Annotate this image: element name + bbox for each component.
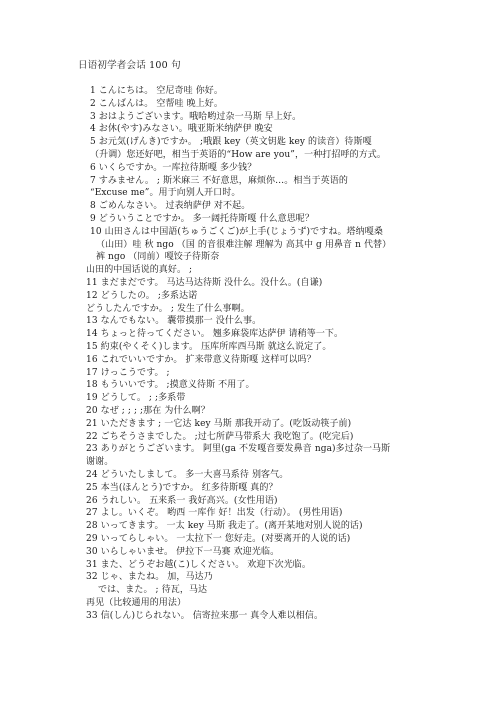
text-line: 3 おはようございます。哦哈哟过杂一马斯 早上好。: [90, 111, 302, 122]
text-line: 18 もういいです。 ;摸意义待斯 不用了。: [86, 380, 255, 391]
text-line: 13 なんでもない。 囊带摸那一 没什么事。: [86, 316, 262, 327]
text-line: 16 これでいいですか。 扩来带意义待斯嘎 这样可以吗？: [86, 354, 316, 365]
text-line: 谢谢。: [86, 457, 114, 468]
text-line: “Excuse me”。用于向别人开口时。: [90, 188, 241, 199]
text-line: 25 本当(ほんとう)ですか。 红多待斯嘎 真的？: [86, 482, 278, 493]
text-line: 11 まだまだです。 马达马达待斯 没什么。没什么。(自谦): [86, 278, 323, 288]
text-line: 26 うれしい。 五来系一 我好高兴。(女性用语): [86, 495, 278, 506]
text-line: 2 こんばんは。 空帮哇 晚上好。: [90, 98, 224, 109]
text-line: 23 ありがとうございます。 阿里(ga 不发嘎音要发鼻音 nga)多过杂一马斯: [86, 444, 391, 455]
text-line: 32 じゃ、またね。 加，马达乃: [86, 572, 213, 583]
text-line: では、また。 ; 待瓦，马达: [98, 585, 208, 596]
text-line: 22 ごちそうさまでした。 ;过七所萨马带系大 我吃饱了。(吃完后): [86, 431, 354, 442]
text-line: 29 いってらしゃい。 一太拉下一 您好走。(对要离开的人说的话): [86, 534, 351, 544]
text-line: 30 いらしゃいませ。 伊拉下一马赛 欢迎光临。: [86, 546, 280, 557]
text-line: 19 どうして。 ; ;多系带: [86, 393, 186, 404]
text-line: 7 すみません。 ; 斯米麻三 不好意思，麻烦你…。相当于英语的: [90, 175, 348, 186]
text-line: 20 なぜ ; ; ; ;那在 为什么啊？: [86, 406, 210, 416]
document-title: 日语初学者会话 100 句: [78, 60, 181, 71]
text-line: 裤 ngo （同前）嘎饺子待斯奈: [96, 252, 220, 263]
text-line: 6 いくらですか。一库拉待斯嘎 多少钱？: [90, 162, 257, 173]
text-line: 山田的中国话说的真好。 ;: [86, 265, 193, 276]
text-line: 17 けっこうです。 ;: [86, 367, 170, 378]
text-line: 31 また、どうぞお越(こ)しください。 欢迎下次光临。: [86, 559, 311, 570]
text-line: 8 ごめんなさい。 过表纳萨伊 对不起。: [90, 201, 251, 212]
text-line: 21 いただきます ; 一它达 key 马斯 那我开动了。(吃饭动筷子前): [86, 418, 352, 429]
text-line: 28 いってきます。 一太 key 马斯 我走了。(离开某地对别人说的话): [86, 521, 363, 532]
text-line: 14 ちょっと待ってください。 翘多麻袋库达萨伊 请稍等一下。: [86, 329, 344, 340]
text-line: 9 どういうことですか。 多一阔托待斯嘎 什么意思呢？: [90, 214, 315, 224]
text-line: 再见（比较通用的用法）: [86, 598, 187, 608]
text-line: 15 約束(やくそく)します。 压库所库西马斯 就这么说定了。: [86, 342, 332, 352]
text-line: どうしたんですか。 ; 发生了什么事啊。: [86, 303, 250, 314]
text-line: （山田）哇 秋 ngo （国 的音很难注解 理解为 高其中 g 用鼻音 n 代替）: [96, 239, 392, 250]
text-line: 33 信(しん)じられない。 信寄拉来那一 真令人难以相信。: [86, 610, 324, 621]
text-line: 4 お休(やす)みなさい。哦亚斯米纳萨伊 晚安: [90, 124, 273, 135]
text-line: 12 どうしたの。 ;多系达诺: [86, 290, 198, 301]
text-line: （升调）您还好吧，相当于英语的“How are you”，一种打招呼的方式。: [90, 150, 386, 160]
text-line: 10 山田さんは中国語(ちゅうごくご)が上手(じょうず)ですね。塔纳嘎桑: [90, 226, 383, 237]
text-line: 24 どういたしまして。 多一大喜马系待 别客气。: [86, 470, 289, 480]
text-line: 27 よし。いくぞ。 哟西 一库作 好！出发（行动）。 (男性用语): [86, 508, 343, 519]
text-line: 5 お元気(げんき)ですか。 ;哦跟 key（英文钥匙 key 的读音）待斯嘎: [90, 137, 372, 148]
text-line: 1 こんにちは。 空尼奇哇 你好。: [90, 86, 224, 96]
